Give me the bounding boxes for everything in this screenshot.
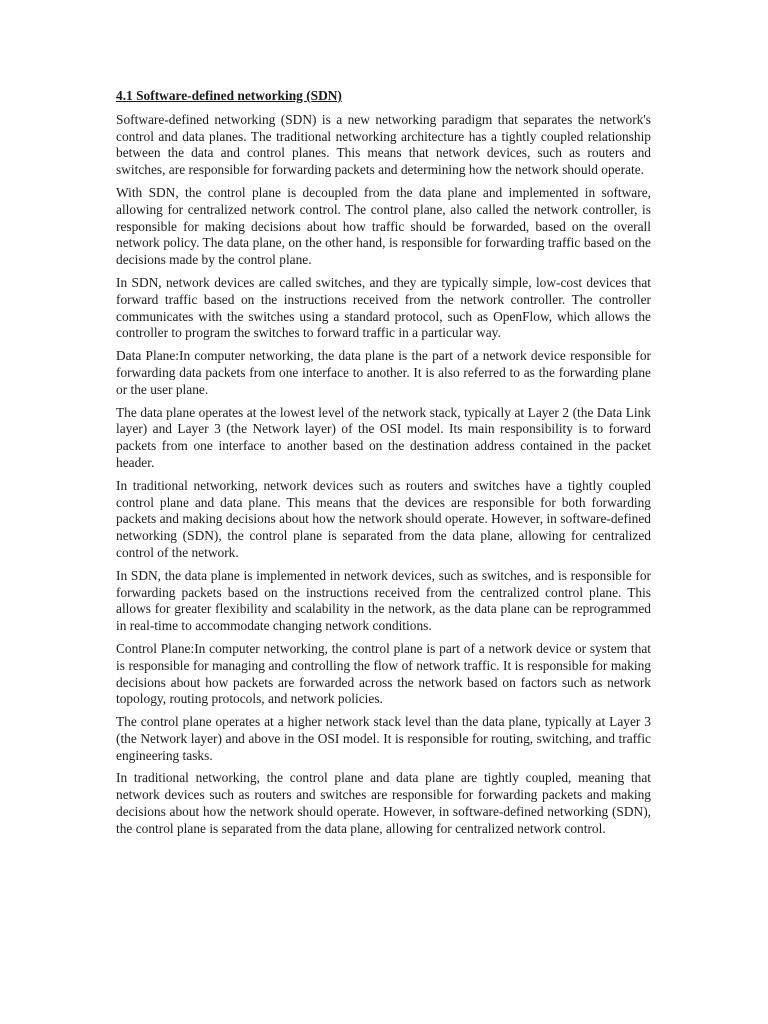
paragraph-text: The control plane operates at a higher network stack level than the data plane, typically at Layer 3 (the Network layer) and above in the OSI model. It is responsible for routing, switching, and traffic engineering tasks.: [116, 714, 651, 763]
paragraph-sdn-data-plane: [116, 568, 651, 635]
paragraph-sdn-control-plane: [116, 185, 651, 269]
paragraph-data-plane-layers: [116, 405, 651, 472]
paragraph-text: In SDN, network devices are called switches, and they are typically simple, low-cost devices that forward traffic based on the instructions received from the network controller. The controller communicates with the switches using a standard protocol, such as OpenFlow, which allows the controller to program the switches to forward traffic in a particular way.: [116, 274, 651, 341]
document-page: [116, 88, 651, 844]
paragraph-lead: Data Plane:: [116, 348, 180, 364]
section-heading: 4.1 Software-defined networking (SDN): [116, 88, 342, 103]
paragraph-text: In computer networking, the data plane is the part of a network device responsible for forwarding data packets from one interface to another. It is also referred to as the forwarding plane or the user plane.: [116, 348, 651, 397]
paragraph-text: Software-defined networking (SDN) is a new networking paradigm that separates the network's control and data planes. The traditional networking architecture has a tightly coupled relationship between the data and control planes. This means that network devices, such as routers and switches, are responsible for forwarding packets and determining how the network should operate.: [116, 111, 651, 178]
paragraph-control-plane-definition: [116, 641, 651, 708]
paragraph-traditional-data-plane: [116, 478, 651, 562]
paragraph-sdn-switches: [116, 275, 651, 342]
paragraph-text: In computer networking, the control plane is part of a network device or system that is responsible for managing and controlling the flow of network traffic. It is responsible for making decisions about how packets are forwarded across the network based on factors such as network topology, routing protocols, and network policies.: [116, 640, 651, 707]
paragraph-text: With SDN, the control plane is decoupled from the data plane and implemented in software, allowing for centralized network control. The control plane, also called the network controller, is responsible for making decisions about how traffic should be forwarded, based on the overall network policy. The data plane, on the other hand, is responsible for forwarding traffic based on the decisions made by the control plane.: [116, 184, 651, 268]
paragraph-text: The data plane operates at the lowest level of the network stack, typically at Layer 2 (the Data Link layer) and Layer 3 (the Network layer) of the OSI model. Its main responsibility is to forward packets from one interface to another based on the destination address contained in the packet header.: [116, 404, 651, 470]
paragraph-lead: Control Plane:: [116, 640, 195, 656]
paragraph-control-plane-layers: [116, 714, 651, 764]
paragraph-text: In SDN, the data plane is implemented in network devices, such as switches, and is responsible for forwarding packets based on the instructions received from the centralized control plane. This allows for greater flexibility and scalability in the network, as the data plane can be reprogrammed in real-time to accommodate changing network conditions.: [116, 567, 651, 634]
paragraph-traditional-control-plane: [116, 770, 651, 837]
paragraph-sdn-intro: [116, 112, 651, 179]
paragraph-data-plane-definition: [116, 348, 651, 398]
paragraph-text: In traditional networking, the control plane and data plane are tightly coupled, meaning that network devices such as routers and switches are responsible for forwarding packets and making decisions about how the network should operate. However, in software-defined networking (SDN), the control plane is separated from the data plane, allowing for centralized network control.: [116, 770, 651, 836]
paragraph-text: In traditional networking, network devices such as routers and switches have a tightly coupled control plane and data plane. This means that the devices are responsible for both forwarding packets and making decisions about how the network should operate. However, in software-defined networking (SDN), the control plane is separated from the data plane, allowing for centralized control of the network.: [116, 477, 651, 560]
